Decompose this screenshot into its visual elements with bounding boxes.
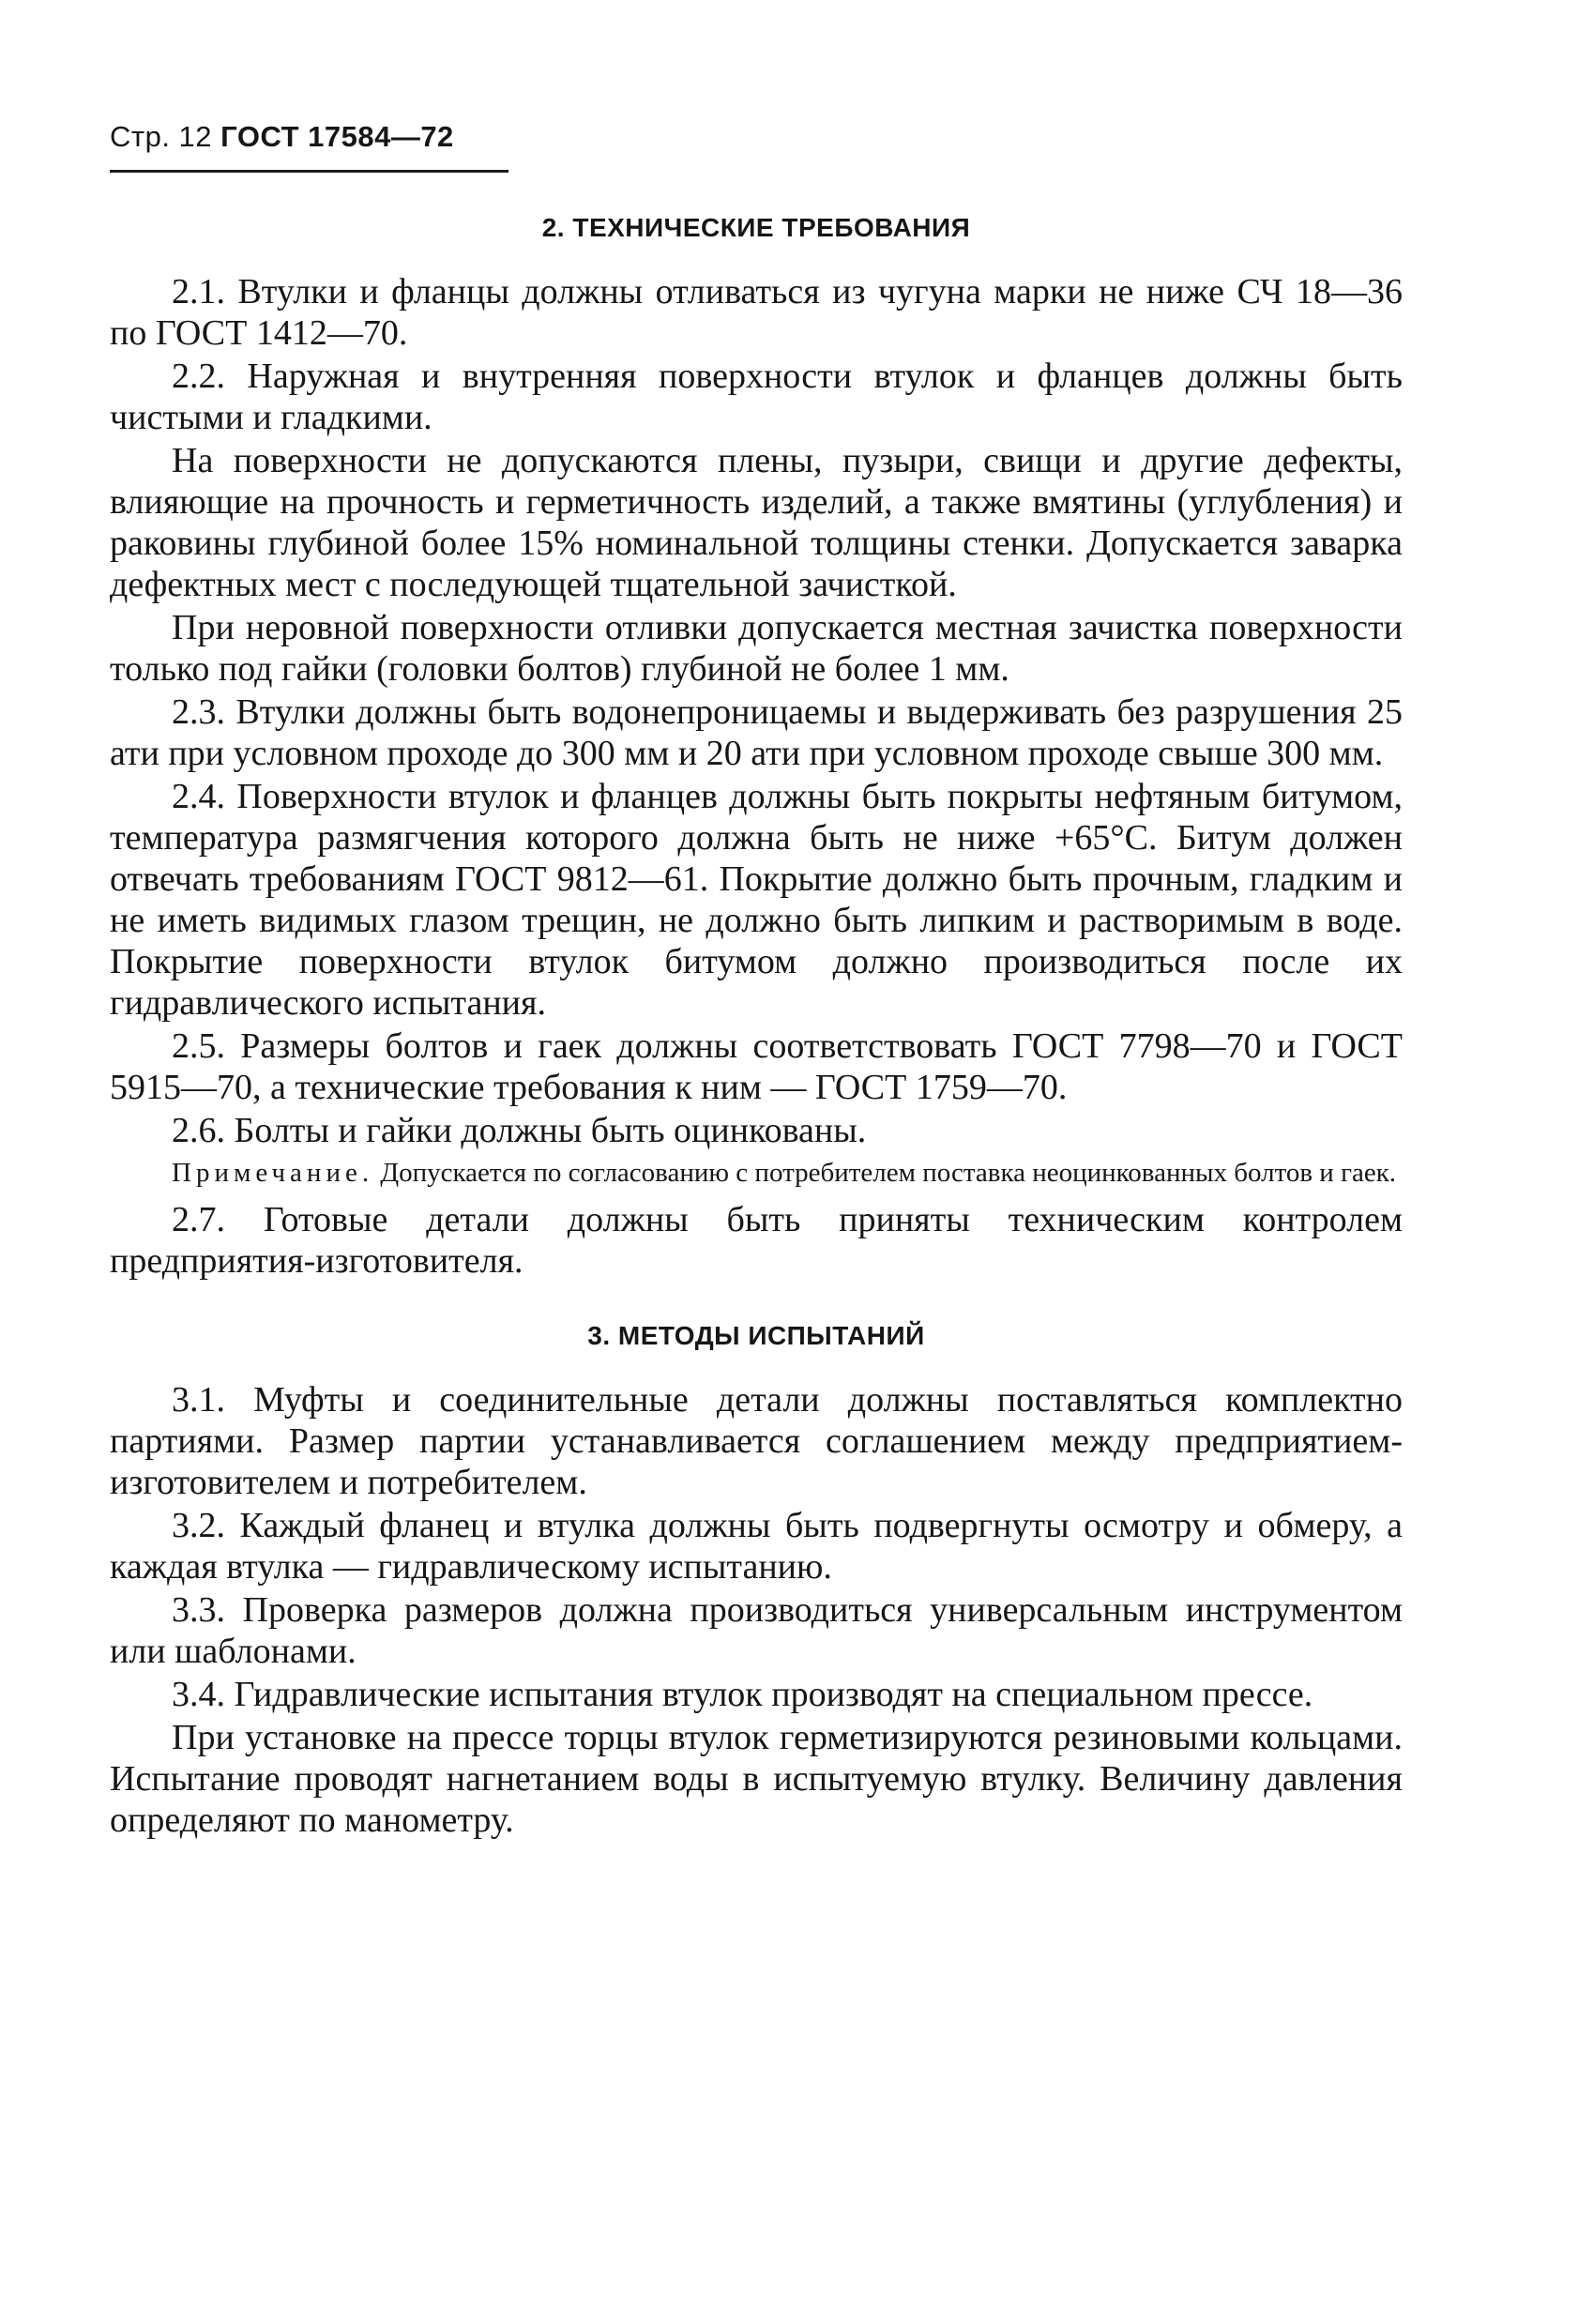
- paragraph-3-4-procedure: При установке на прессе торцы втулок герметизируются резиновыми кольцами. Испытание проводят нагнетанием воды в испытуемую втулку. Величину давления определяют по манометру.: [110, 1718, 1403, 1840]
- paragraph-2-4: 2.4. Поверхности втулок и фланцев должны быть покрыты нефтяным битумом, температура размягчения которого должна быть не ниже +65°С. Битум должен отвечать требованиям ГОСТ 9812—61. Покрытие должно быть прочным, гладким и не иметь видимых глазом трещин, не должно быть липким и растворимым в воде. Покрытие поверхности втулок битумом должно производиться после их гидравлического испытания.: [110, 777, 1403, 1023]
- note-text: Допускается по согласованию с потребителем поставка неоцинкованных болтов и гаек.: [373, 1158, 1397, 1188]
- paragraph-2-6: 2.6. Болты и гайки должны быть оцинкованы.: [172, 1111, 867, 1150]
- section-title-test-methods: 3. МЕТОДЫ ИСПЫТАНИЙ: [587, 1321, 925, 1350]
- paragraph-2-7: 2.7. Готовые детали должны быть приняты техническим контролем предприятия-изготовителя.: [110, 1200, 1403, 1281]
- paragraph-2-2: 2.2. Наружная и внутренняя поверхности втулок и фланцев должны быть чистыми и гладкими.: [110, 357, 1403, 437]
- paragraph-3-1: 3.1. Муфты и соединительные детали должны поставляться комплектно партиями. Размер партии устанавливается соглашением между предприятием-изготовителем и потребителем.: [110, 1380, 1403, 1502]
- paragraph-2-3: 2.3. Втулки должны быть водонепроницаемы и выдерживать без разрушения 25 ати при условном проходе до 300 мм и 20 ати при условном проходе свыше 300 мм.: [110, 692, 1403, 773]
- paragraph-2-5: 2.5. Размеры болтов и гаек должны соответствовать ГОСТ 7798—70 и ГОСТ 5915—70, а технические требования к ним — ГОСТ 1759—70.: [110, 1026, 1403, 1107]
- document-body: [110, 200, 1403, 1843]
- paragraph-3-3: 3.3. Проверка размеров должна производиться универсальным инструментом или шаблонами.: [110, 1590, 1403, 1671]
- note: [110, 1157, 1403, 1190]
- standard-number: ГОСТ 17584—72: [220, 120, 454, 153]
- paragraph-3-4: 3.4. Гидравлические испытания втулок производят на специальном прессе.: [172, 1675, 1313, 1714]
- page-number: Стр. 12: [110, 120, 213, 153]
- paragraph-3-2: 3.2. Каждый фланец и втулка должны быть подвергнуты осмотру и обмеру, а каждая втулка — гидравлическому испытанию.: [110, 1506, 1403, 1587]
- header-rule: [110, 170, 508, 173]
- paragraph-2-2-defects: На поверхности не допускаются плены, пузыри, свищи и другие дефекты, влияющие на прочность и герметичность изделий, а также вмятины (углубления) и раковины глубиной более 15% номинальной толщины стенки. Допускается заварка дефектных мест с последующей тщательной зачисткой.: [110, 441, 1403, 604]
- paragraph-2-1: 2.1. Втулки и фланцы должны отливаться из чугуна марки не ниже СЧ 18—36 по ГОСТ 1412—70.: [110, 272, 1403, 353]
- paragraph-2-2-cleaning: При неровной поверхности отливки допускается местная зачистка поверхности только под гайки (головки болтов) глубиной не более 1 мм.: [110, 608, 1403, 689]
- section-title-technical-requirements: 2. ТЕХНИЧЕСКИЕ ТРЕБОВАНИЯ: [541, 213, 971, 242]
- running-head: [110, 120, 454, 154]
- note-label: Примечание.: [172, 1158, 374, 1188]
